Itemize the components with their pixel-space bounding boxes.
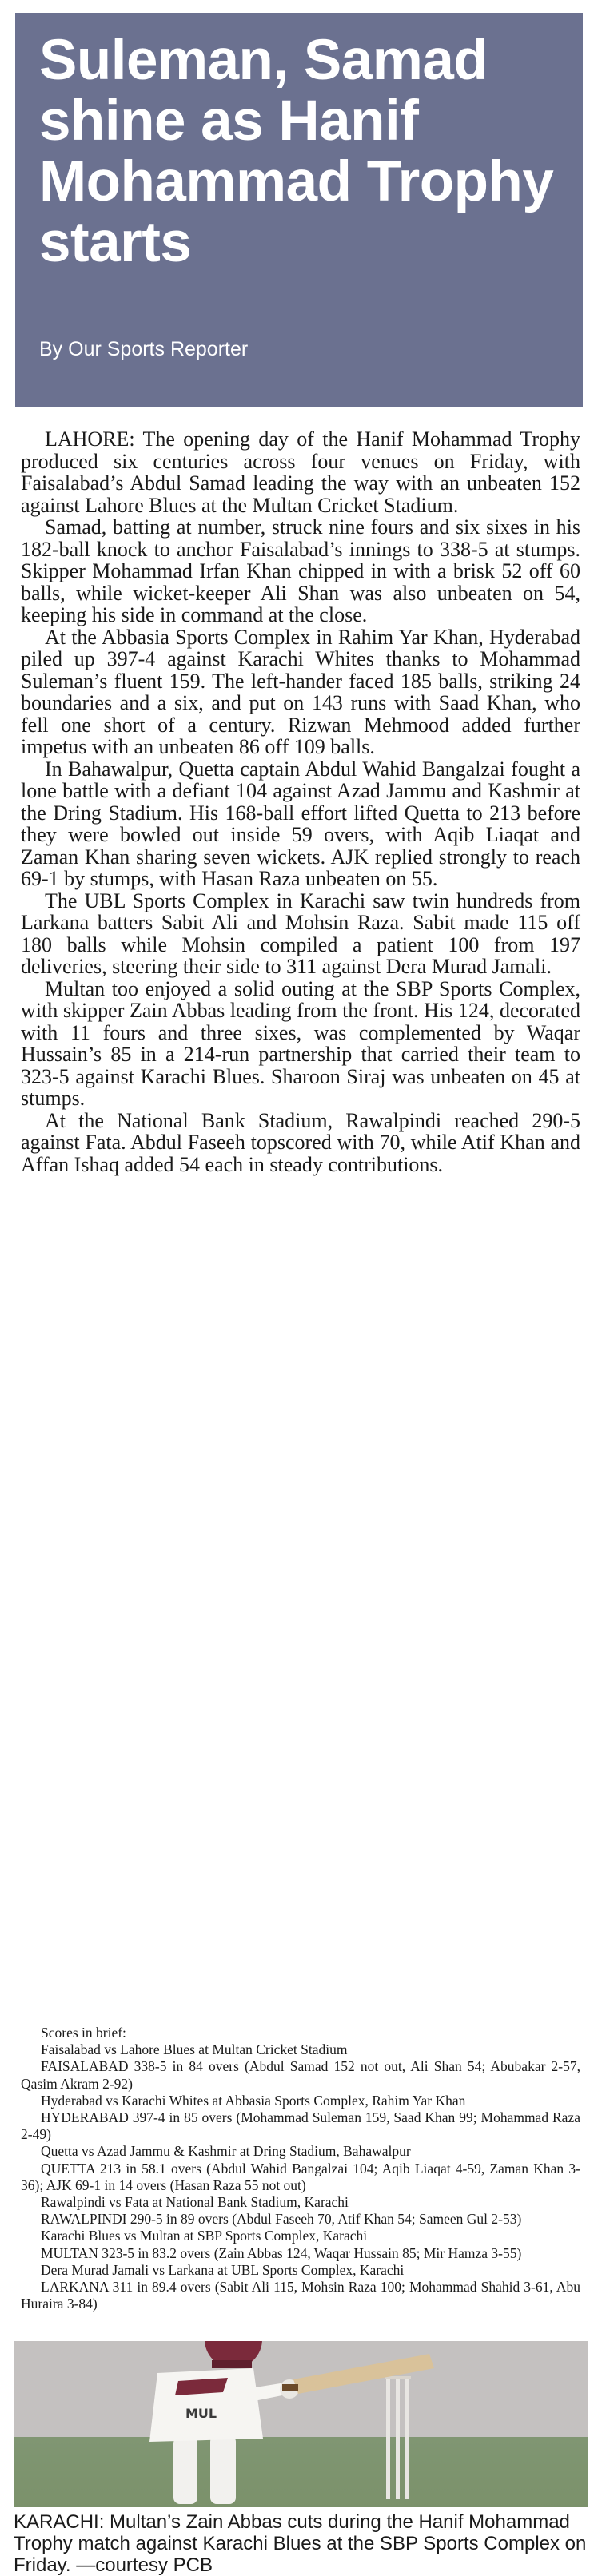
match-venue: Faisalabad vs Lahore Blues at Multan Cricket Stadium: [41, 2041, 348, 2058]
batsman-illustration: [14, 2341, 588, 2507]
shirt-text: MUL: [185, 2406, 217, 2421]
paragraph: At the Abbasia Sports Complex in Rahim Yar Khan, Hyderabad piled up 397-4 against Karachi Whites thanks to Mohammad Suleman’s fluent 159. The left-hander faced 185 balls, striking 24 boundaries and a six, and put on 143 runs with Saad Khan, who fell one short of a century. Rizwan Mehmood added further impetus with an unbeaten 86 off 109 balls.: [21, 625, 580, 758]
headline-box: [15, 13, 583, 407]
paragraph: Samad, batting at number, struck nine fours and six sixes in his 182-ball knock to anchor Faisalabad’s innings to 338-5 at stumps. Skipper Mohammad Irfan Khan chipped in with a brisk 52 off 60 balls, while wicket-keeper Ali Shan was also unbeaten on 54, keeping his side in command at the close.: [21, 515, 580, 626]
match-scorecard: RAWALPINDI 290-5 in 89 overs (Abdul Faseeh 70, Atif Khan 54; Sameen Gul 2-53): [41, 2211, 522, 2228]
paragraph: In Bahawalpur, Quetta captain Abdul Wahid Bangalzai fought a lone battle with a defiant 104 against Azad Jammu and Kashmir at the Dring Stadium. His 168-ball effort lifted Quetta to 213 before they were bowled out inside 59 overs, with Aqib Liaqat and Zaman Khan sharing seven wickets. AJK replied strongly to reach 69-1 by stumps, with Hasan Raza unbeaten on 55.: [21, 757, 580, 890]
match-venue: Rawalpindi vs Fata at National Bank Stadium, Karachi: [41, 2194, 349, 2211]
cricket-photo: [14, 2341, 588, 2507]
paragraph: At the National Bank Stadium, Rawalpindi reached 290-5 against Fata. Abdul Faseeh topscored with 70, while Atif Khan and Affan Ishaq added 54 each in steady contributions.: [21, 1108, 580, 1176]
match-venue: Karachi Blues vs Multan at SBP Sports Complex, Karachi: [41, 2228, 368, 2244]
byline: By Our Sports Reporter: [39, 338, 249, 360]
scores-in-brief: [21, 2025, 580, 2312]
paragraph: Multan too enjoyed a solid outing at the SBP Sports Complex, with skipper Zain Abbas leading from the front. His 124, decorated with 11 fours and three sixes, was complemented by Waqar Hussain’s 85 in a 214-run partnership that carried their team to 323-5 against Karachi Blues. Sharoon Siraj was unbeaten on 45 at stumps.: [21, 976, 580, 1110]
scores-label: Scores in brief:: [41, 2025, 126, 2041]
match-scorecard: MULTAN 323-5 in 83.2 overs (Zain Abbas 124, Waqar Hussain 85; Mir Hamza 3-55): [41, 2244, 522, 2261]
match-venue: Dera Murad Jamali vs Larkana at UBL Sports Complex, Karachi: [41, 2261, 405, 2278]
match-scorecard: QUETTA 213 in 58.1 overs (Abdul Wahid Bangalzai 104; Aqib Liaqat 4-59, Zaman Khan 3-36); AJK 69-1 in 14 overs (Hasan Raza 55 not out): [21, 2160, 580, 2193]
match-scorecard: FAISALABAD 338-5 in 84 overs (Abdul Samad 152 not out, Ali Shan 54; Abubakar 2-57, Qasim Akram 2-92): [21, 2058, 580, 2092]
match-venue: Hyderabad vs Karachi Whites at Abbasia Sports Complex, Rahim Yar Khan: [41, 2092, 466, 2109]
match-scorecard: LARKANA 311 in 89.4 overs (Sabit Ali 115, Mohsin Raza 100; Mohammad Shahid 3-61, Abu Huraira 3-84): [21, 2279, 580, 2312]
article-body: [21, 428, 580, 1175]
paragraph: LAHORE: The opening day of the Hanif Mohammad Trophy produced six centuries across four venues on Friday, with Faisalabad’s Abdul Samad leading the way with an unbeaten 152 against Lahore Blues at the Multan Cricket Stadium.: [21, 427, 580, 517]
stumps: [385, 2376, 411, 2499]
paragraph: The UBL Sports Complex in Karachi saw twin hundreds from Larkana batters Sabit Ali and Mohsin Raza. Sabit made 115 off 180 balls while Mohsin compiled a patient 100 from 197 deliveries, steering their side to 311 against Dera Murad Jamali.: [21, 888, 580, 978]
photo-caption: KARACHI: Multan’s Zain Abbas cuts during the Hanif Mohammad Trophy match against Karachi Blues at the SBP Sports Complex on Friday. —courtesy PCB: [14, 2511, 587, 2576]
headline: Suleman, Samad shine as Hanif Mohammad Trophy starts: [39, 29, 554, 274]
match-scorecard: HYDERABAD 397-4 in 85 overs (Mohammad Suleman 159, Saad Khan 99; Mohammad Raza 2-49): [21, 2109, 580, 2143]
match-venue: Quetta vs Azad Jammu & Kashmir at Dring Stadium, Bahawalpur: [41, 2143, 411, 2160]
